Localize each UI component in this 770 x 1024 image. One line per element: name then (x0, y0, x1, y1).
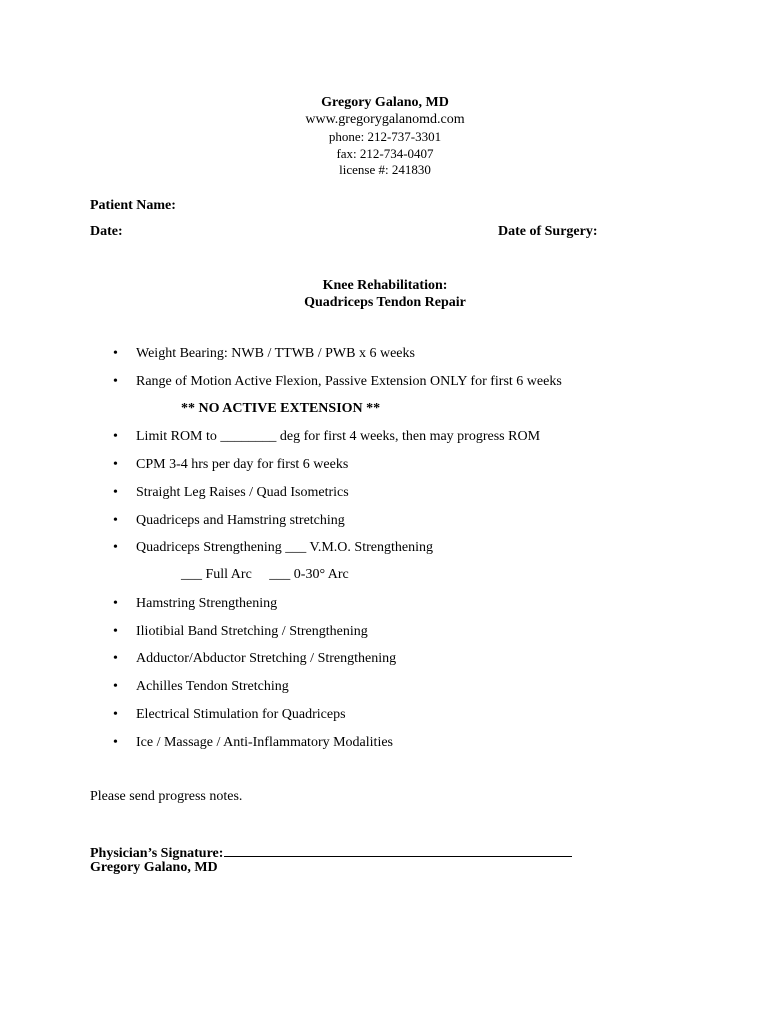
list-item (113, 596, 277, 612)
item-adductor-abductor: Adductor/Abductor Stretching / Strengthening (136, 651, 397, 666)
physician-name-heading: Gregory Galano, MD (321, 95, 449, 110)
website-text: www.gregorygalanomd.com (305, 112, 465, 127)
patient-name-label: Patient Name: (90, 198, 176, 213)
item-slr: Straight Leg Raises / Quad Isometrics (136, 485, 349, 500)
list-item (113, 679, 289, 695)
item-ice-massage: Ice / Massage / Anti-Inflammatory Modalities (136, 735, 393, 750)
list-item (113, 513, 345, 529)
item-quad-strengthening: Quadriceps Strengthening ___ V.M.O. Strengthening (136, 540, 433, 555)
no-active-extension-note: ** NO ACTIVE EXTENSION ** (181, 401, 381, 416)
fax-text: fax: 212-734-0407 (336, 146, 434, 161)
bullet-icon: • (113, 707, 118, 722)
date-label: Date: (90, 224, 123, 239)
item-weight-bearing: Weight Bearing: NWB / TTWB / PWB x 6 weeks (136, 346, 415, 361)
date-of-surgery-label: Date of Surgery: (498, 224, 598, 239)
signature-line[interactable] (224, 842, 572, 857)
list-item (113, 374, 562, 390)
item-cpm: CPM 3-4 hrs per day for first 6 weeks (136, 457, 349, 472)
license-text: license #: 241830 (339, 162, 431, 177)
bullet-icon: • (113, 429, 118, 444)
arc-options: ___ Full Arc ___ 0-30° Arc (181, 567, 349, 582)
progress-notes-request: Please send progress notes. (90, 789, 243, 804)
signature-name: Gregory Galano, MD (90, 860, 218, 875)
bullet-icon: • (113, 679, 118, 694)
signature-label: Physician’s Signature: (90, 846, 224, 861)
bullet-icon: • (113, 485, 118, 500)
item-quad-ham-stretch: Quadriceps and Hamstring stretching (136, 513, 345, 528)
signature-row (90, 842, 572, 862)
bullet-icon: • (113, 374, 118, 389)
bullet-icon: • (113, 513, 118, 528)
list-item (113, 707, 346, 723)
list-item (113, 429, 540, 445)
bullet-icon: • (113, 596, 118, 611)
bullet-icon: • (113, 457, 118, 472)
item-range-of-motion: Range of Motion Active Flexion, Passive Extension ONLY for first 6 weeks (136, 374, 562, 389)
bullet-icon: • (113, 651, 118, 666)
item-hamstring-strengthening: Hamstring Strengthening (136, 596, 278, 611)
item-it-band: Iliotibial Band Stretching / Strengthening (136, 624, 368, 639)
document-title: Knee Rehabilitation: (322, 278, 448, 293)
list-item (113, 624, 368, 640)
document-subtitle: Quadriceps Tendon Repair (304, 295, 466, 310)
bullet-icon: • (113, 346, 118, 361)
list-item (113, 651, 396, 667)
bullet-icon: • (113, 624, 118, 639)
list-item (113, 346, 415, 362)
bullet-icon: • (113, 540, 118, 555)
list-item (113, 540, 433, 556)
list-item (113, 735, 393, 751)
list-item (113, 485, 349, 501)
list-item (113, 457, 348, 473)
phone-text: phone: 212-737-3301 (328, 129, 442, 144)
item-achilles: Achilles Tendon Stretching (136, 679, 289, 694)
bullet-icon: • (113, 735, 118, 750)
item-electrical-stimulation: Electrical Stimulation for Quadriceps (136, 707, 346, 722)
item-limit-rom: Limit ROM to ________ deg for first 4 weeks, then may progress ROM (136, 429, 541, 444)
